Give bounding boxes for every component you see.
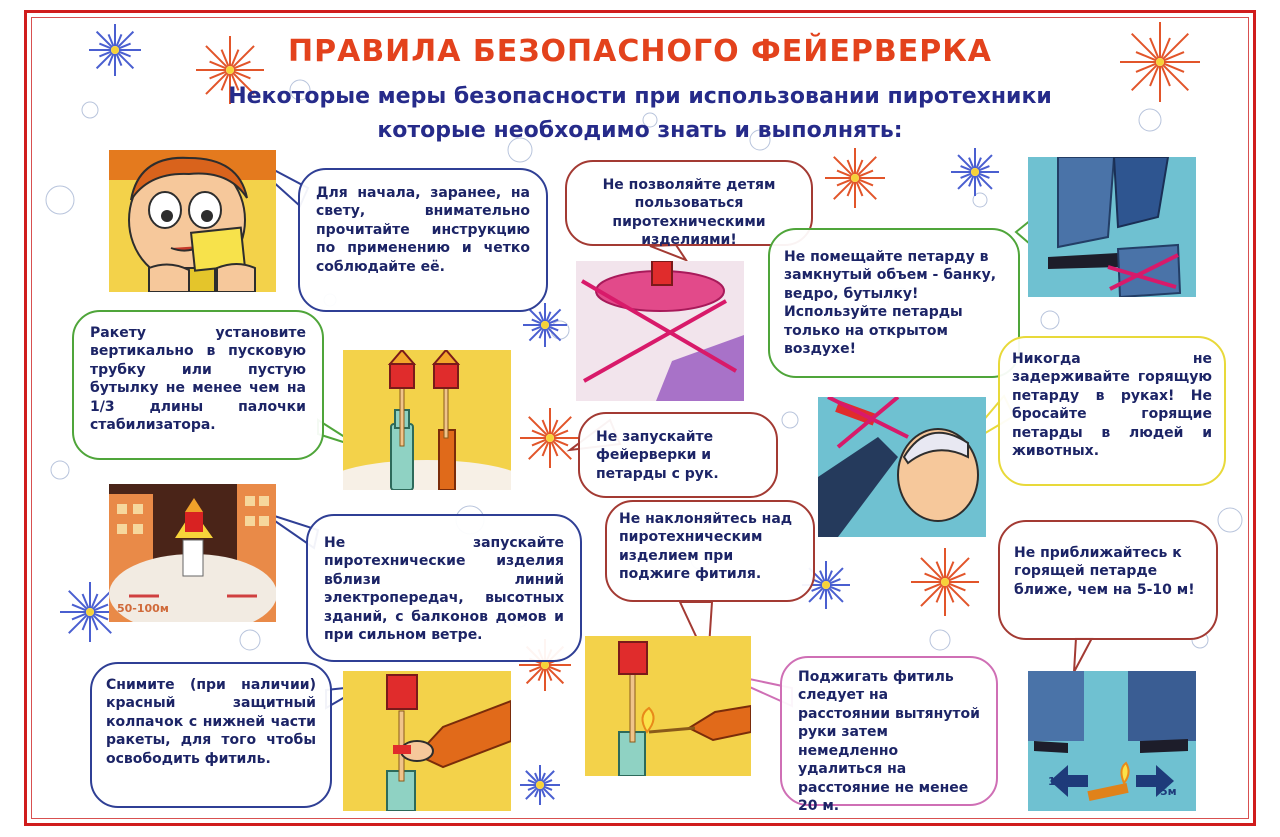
- rule-do-not-lean: Не наклоняйтесь над пиротехническим изделием при поджиге фитиля.: [605, 500, 815, 602]
- illustration-city-rocket: [109, 484, 276, 622]
- subtitle-line-1: Некоторые меры безопасности при использовании пиротехники: [228, 84, 1052, 109]
- illustration-lighting-fuse: [585, 636, 751, 776]
- illustration-rocket-setup: [343, 350, 511, 490]
- rule-power-lines: Не запускайте пиротехнические изделия вблизи линий электропередач, высотных зданий, с балконов домов и при сильном ветре.: [306, 514, 582, 662]
- illustration-holding-firecracker: [818, 397, 986, 537]
- distance-range-label: 50-100м: [117, 602, 169, 615]
- illustration-remove-cap: [343, 671, 511, 811]
- rule-enclosed-volume: Не помещайте петарду в замкнутый объем - банку, ведро, бутылку! Используйте петарды только на открытом воздухе!: [768, 228, 1020, 378]
- illustration-boy-reading: [109, 150, 276, 292]
- distance-5-label: 5м: [1160, 785, 1177, 798]
- rule-keep-distance: Не приближайтесь к горящей петарде ближе, чем на 5-10 м!: [998, 520, 1218, 640]
- distance-10-label: 10м: [1048, 775, 1073, 788]
- rule-rocket-setup: Ракету установите вертикально в пусковую трубку или пустую бутылку не менее чем на 1/3 длины палочки стабилизатора.: [72, 310, 324, 460]
- subtitle-line-2: которые необходимо знать и выполнять:: [377, 118, 903, 143]
- illustration-enclosed-volume: [1028, 157, 1196, 297]
- illustration-children-forbidden: [576, 261, 744, 401]
- rule-not-from-hands: Не запускайте фейерверки и петарды с рук.: [578, 412, 778, 498]
- rule-do-not-hold: Никогда не задерживайте горящую петарду в руках! Не бросайте горящие петарды в людей и животных.: [998, 336, 1226, 486]
- rule-arm-length: Поджигать фитиль следует на расстоянии вытянутой руки затем немедленно удалиться на расстояние не менее 20 м.: [780, 656, 998, 806]
- tail-distance: [1074, 638, 1092, 672]
- rule-remove-cap: Снимите (при наличии) красный защитный колпачок с нижней части ракеты, для того чтобы освободить фитиль.: [90, 662, 332, 808]
- rule-no-children: Не позволяйте детям пользоваться пиротехническими изделиями!: [565, 160, 813, 246]
- illustration-safe-distance: [1028, 671, 1196, 811]
- rule-read-instructions: Для начала, заранее, на свету, внимательно прочитайте инструкцию по применению и четко соблюдайте её.: [298, 168, 548, 312]
- page-title: ПРАВИЛА БЕЗОПАСНОГО ФЕЙЕРВЕРКА: [288, 34, 992, 69]
